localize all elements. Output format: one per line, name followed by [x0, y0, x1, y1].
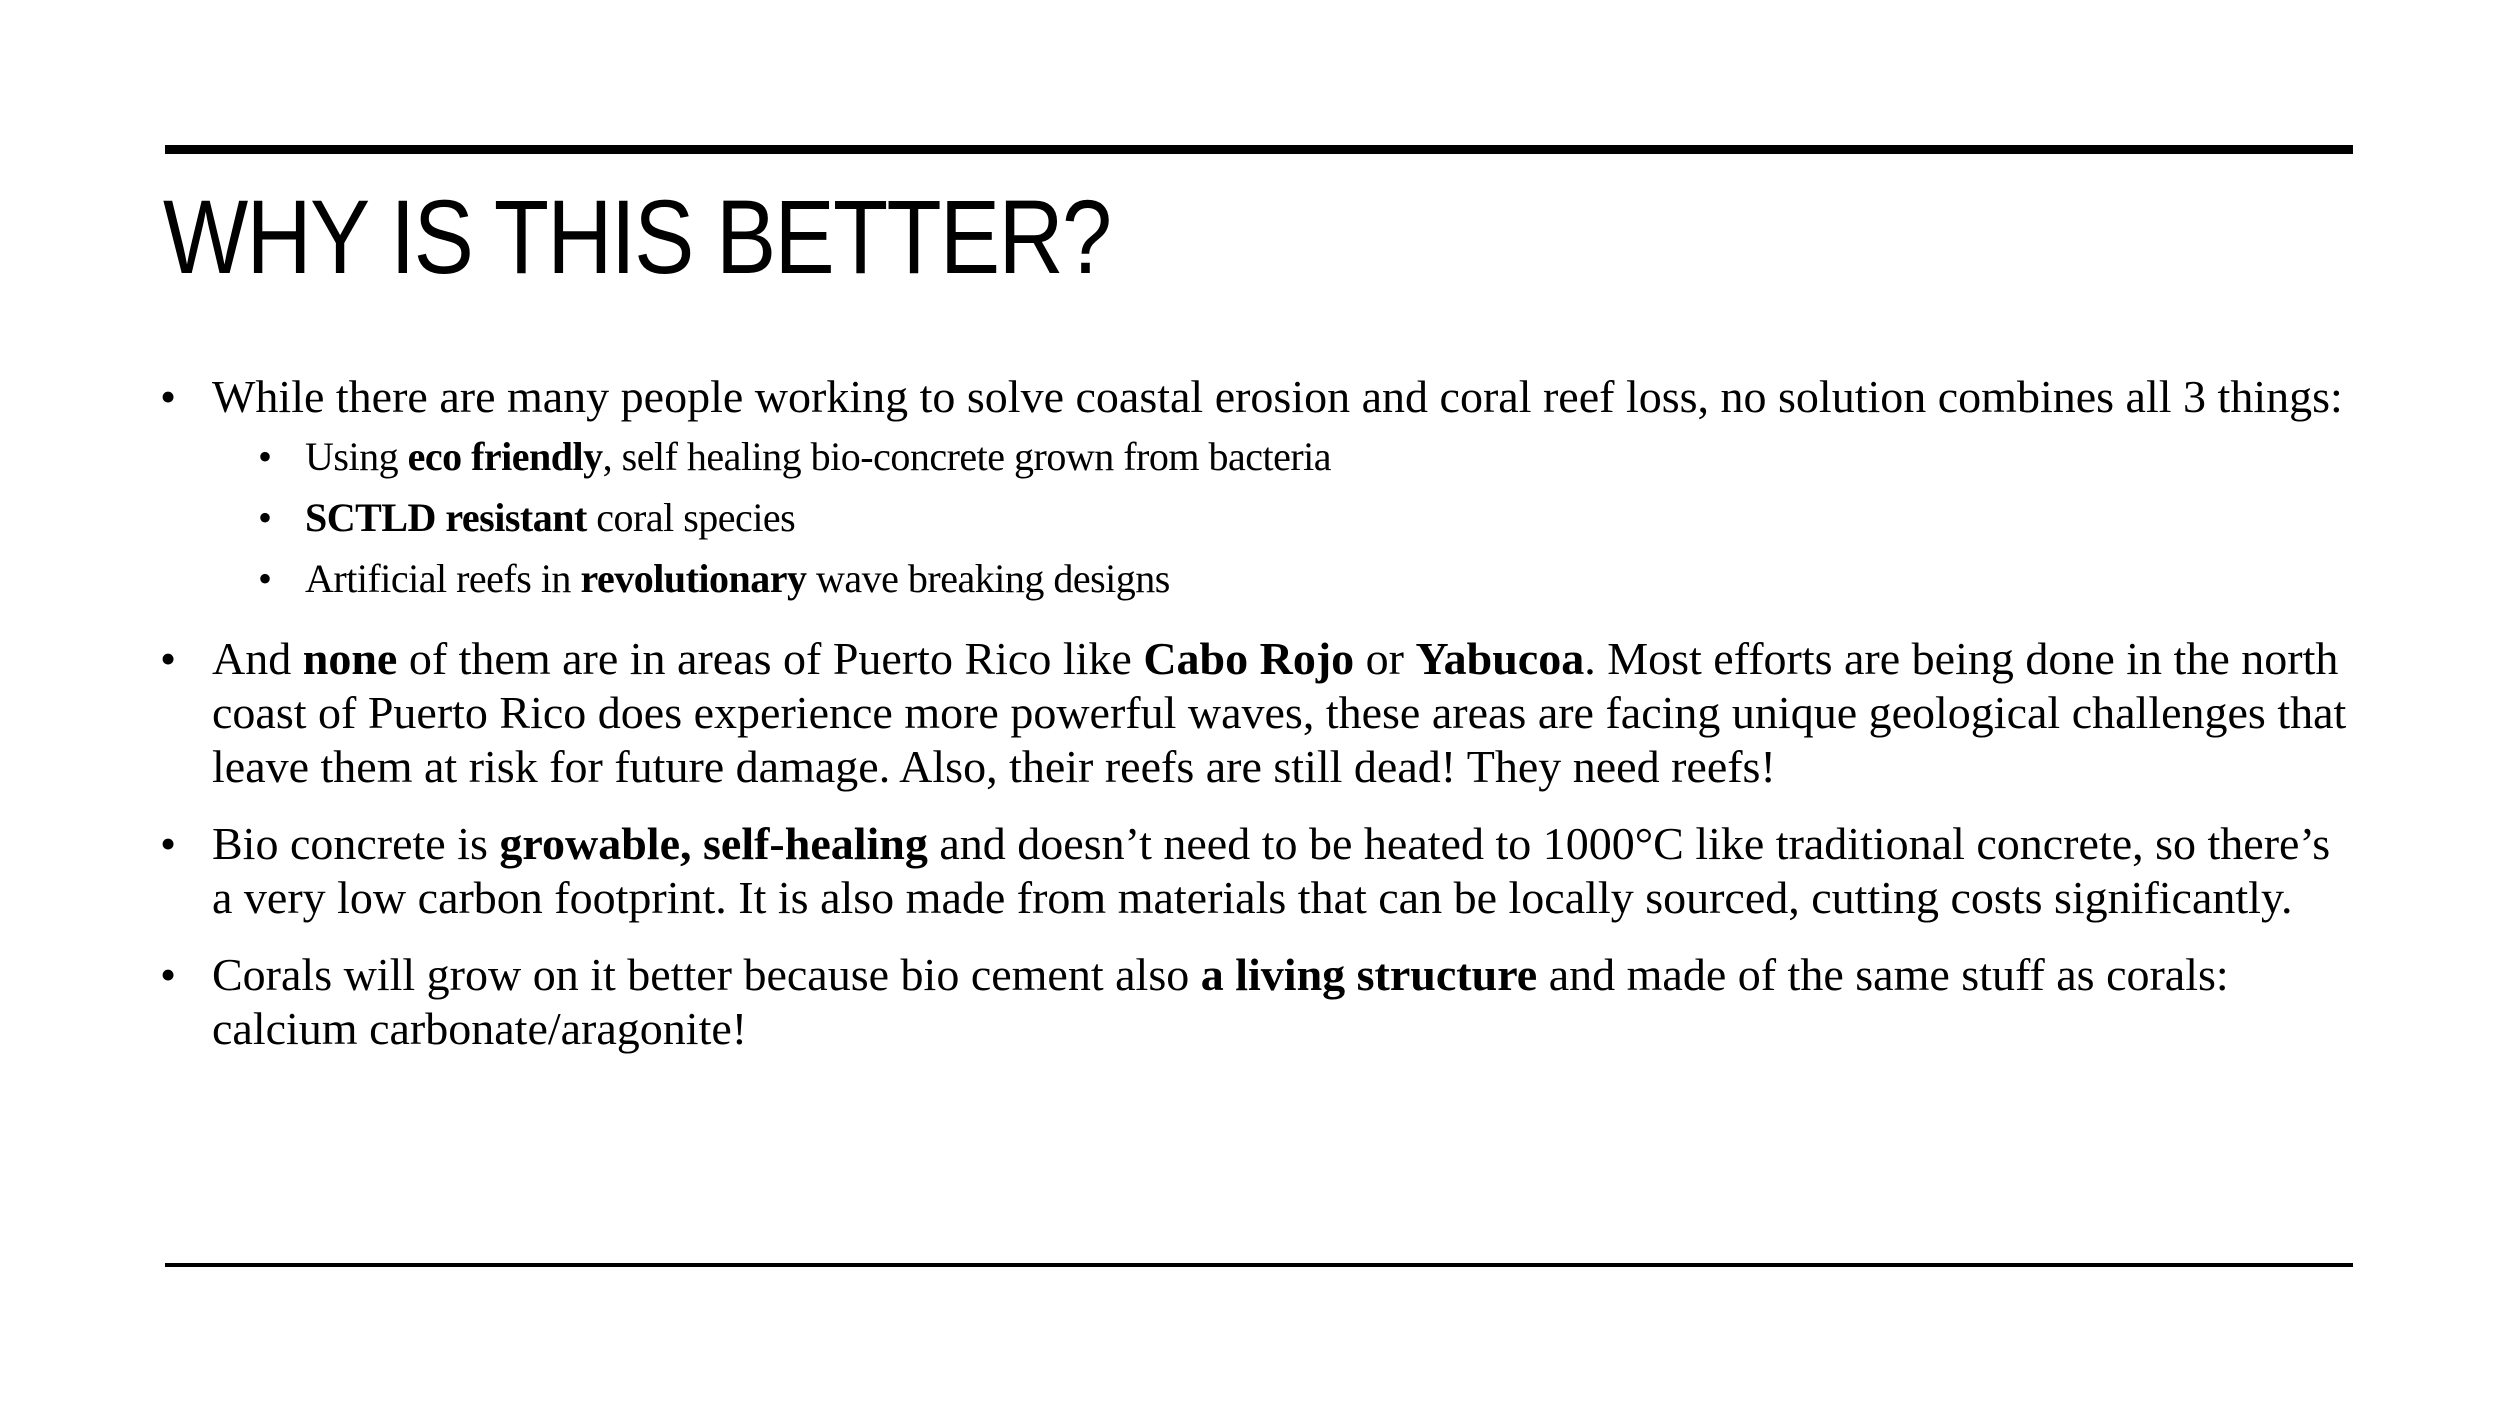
- bullet-item: [160, 370, 2360, 609]
- title-top-rule: [165, 145, 2353, 154]
- sub-bullet-item: • Using eco friendly, self healing bio-concrete grown from bacteria: [212, 426, 2360, 487]
- bullet-text: While there are many people working to solve coastal erosion and coral reef loss, no solution combines all 3 things:: [212, 371, 2343, 422]
- bullet-item: • Bio concrete is growable, self-healing and doesn’t need to be heated to 1000°C like traditional concrete, so there’s a very low carbon footprint. It is also made from materials that can be locally sourced, cutting costs significantly.: [160, 817, 2360, 925]
- bullet-item: • Corals will grow on it better because bio cement also a living structure and made of the same stuff as corals: calcium carbonate/aragonite!: [160, 948, 2360, 1056]
- slide-title: WHY IS THIS BETTER?: [163, 179, 1111, 296]
- sub-bullet-item: • Artificial reefs in revolutionary wave breaking designs: [212, 548, 2360, 609]
- bullet-item: • And none of them are in areas of Puerto Rico like Cabo Rojo or Yabucoa. Most efforts are being done in the north coast of Puerto Rico does experience more powerful waves, these areas are facing unique geological challenges that leave them at risk for future damage. Also, their reefs are still dead! They need reefs!: [160, 632, 2360, 794]
- sub-bullet-item: • SCTLD resistant coral species: [212, 487, 2360, 548]
- sub-bullet-list: [212, 426, 2360, 609]
- bottom-rule: [165, 1263, 2353, 1267]
- bullet-list: [160, 370, 2360, 1056]
- slide-body: [160, 370, 2360, 1079]
